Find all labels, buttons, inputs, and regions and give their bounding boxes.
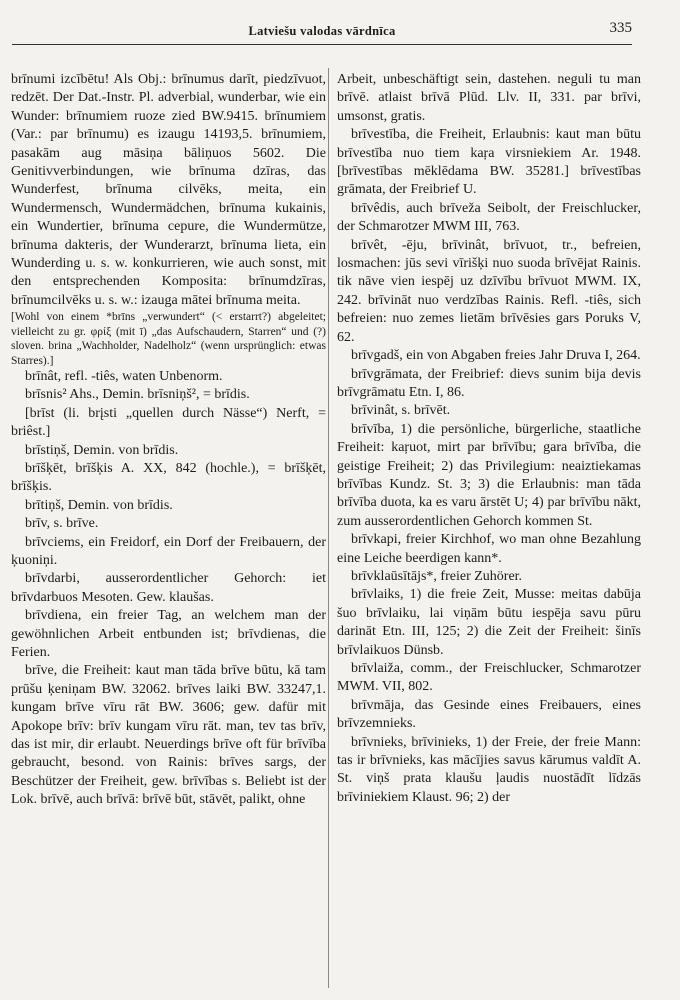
dictionary-entry: brītiņš, Demin. von brīdis.: [25, 497, 173, 513]
dictionary-entry: brīvmāja, das Gesinde eines Freibauers, eines brīvzemnieks.: [337, 697, 641, 732]
dictionary-entry: brīvlaiža, comm., der Freischlucker, Schmarotzer MWM. VII, 802.: [337, 661, 641, 695]
dictionary-entry: brīvība, 1) die persönliche, bürgerliche, staatliche Freiheit: kaŗuot, mirt par brīvību; gara brīvība, die geistige Freiheit; 2) das Privilegium: neaiztiekamas brīvības Kundz. St. 3; 3) die Erlaubnis: man tāda brīvība duota, ka es varu ārstēt U; 4) par brīvību nākt, zum ausserordentlichen Gehorch kommen St.: [337, 421, 641, 529]
dictionary-entry: brīv, s. brīve.: [25, 516, 99, 532]
dictionary-entry: brīvnieks, brīvinieks, 1) der Freie, der freie Mann: tas ir brīvnieks, kas mācījies savus kārumus valdīt A. St. viņš prata klaušu ļaudis nuostādīt līdzās brīviniekiem Klaust. 96; 2) der: [337, 734, 641, 805]
dictionary-entry: brīve, die Freiheit: kaut man tāda brīve būtu, kā tam prūšu ķeniņam BW. 32062. brīves laiki BW. 33247,1. kungam brīve vīru rāt BW. 3606; gew. dafür mit Apokope brīv: brīv kungam vīru rāt. man, tev tas brīv, das ist mir, dir erlaubt. Neuerdings brīve oft für brīvība gebraucht, besond. von Rainis: brīves sargs, der Beschützer der Freiheit, gew. brīvības s. Beliebt ist der Lok. brīvē, auch brīvā: brīvē būt, stāvēt, palikt, ohne: [11, 663, 326, 808]
dictionary-entry: brīsnis² Ahs., Demin. brīsniņš², = brīdis.: [25, 387, 250, 403]
dictionary-entry: brīvêdis, auch brīveža Seibolt, der Freischlucker, der Schmarotzer MWM III, 763.: [337, 200, 641, 235]
right-column: [337, 71, 641, 807]
left-column: [11, 71, 326, 810]
dictionary-entry: brīnât, refl. -tiês, waten Unbenorm.: [25, 368, 223, 384]
dictionary-entry: brīvlaiks, 1) die freie Zeit, Musse: meitas dabūja šuo brīvlaiku, lai viņām būtu iespēja savu pūru darināt Etn. III, 125; 2) die Zeit der Freiheit: šinīs brīvlaikuos Dünsb.: [337, 587, 641, 658]
dictionary-entry: brīvestība, die Freiheit, Erlaubnis: kaut man būtu brīvestība nuo tiem kaŗa virsniekiem Ar. 1948. [brīvestības mēklēdama BW. 35281.] brīvestības grāmata, der Freibrief U.: [337, 127, 641, 198]
dictionary-entry: [brīst (li. brįsti „quellen durch Nässe“) Nerft, = briêst.]: [11, 405, 326, 440]
page-header: [12, 18, 632, 45]
dictionary-entry: brīvêt, -ēju, brīvinât, brīvuot, tr., befreien, losmachen: jūs sevi vīrišķi nuo suoda brīvējat Rainis. tik nāve vien iespēj uz dzīvību brīvuot MWM. IX, 242. brīvināt nuo verdzības Rainis. Refl. -tiês, sich befreien: nuo zemes lietām brīvēsies gars Poruks V, 62.: [337, 237, 641, 345]
dictionary-entry: brīvgrāmata, der Freibrief: dievs sunim bija devis brīvgrāmatu Etn. I, 86.: [337, 366, 641, 400]
dictionary-entry: brīvgadš, ein von Abgaben freies Jahr Druva I, 264.: [351, 348, 641, 364]
dictionary-entry: Arbeit, unbeschäftigt sein, dastehen. neguli tu man brīvē. atlaist brīvā Plūd. Llv. II, 331. par brīvi, umsonst, gratis.: [337, 72, 641, 124]
dictionary-entry: brīvklaūsītājs*, freier Zuhörer.: [351, 568, 523, 584]
dictionary-entry: [Wohl von einem *brīns „verwundert“ (< erstarrt?) abgeleitet; vielleicht zu gr. φρίξ (mit ī) „das Aufschaudern, Starren“ und (?) sloven. brina „Wachholder, Nadelholz“ (wenn ursprünglich: etwas Starres).]: [11, 311, 326, 367]
dictionary-entry: brīšķēt, brīšķis A. XX, 842 (hochle.), = brīšķēt, brīšķis.: [11, 460, 326, 495]
page-number: 335: [609, 20, 632, 36]
dictionary-entry: brīnumi izcībētu! Als Obj.: brīnumus darīt, piedzīvuot, redzēt. Der Dat.-Instr. Pl. adverbial, wunderbar, wie ein Wunder: brīnumiem ruoze zied BW.9415. brīnumiem (Var.: par brīnumu) es izaugu 14193,5. brīnumiem, pasakām aug māsiņa bāliņuos 5602. Die Genitivverbindungen, wie brīnuma dzīras, das Wunderfest, brīnuma cilvēks, meita, ein Wundermensch, Wundermädchen, brīnuma kukainis, ein Wundertier, brīnuma cepure, die Wundermütze, brīnuma dakteris, der Wunderarzt, brīnuma lieta, ein Wunderding u. s. w. konkurrieren, wie auch sonst, mit den entsprechenden Komposita: brīnumdzīras, brīnumcilvēks u. s. w.: izauga mātei brīnuma meita.: [11, 72, 326, 308]
column-divider: [328, 68, 329, 988]
dictionary-entry: brīvdarbi, ausserordentlicher Gehorch: iet brīvdarbuos Mesoten. Gew. klaušas.: [11, 571, 326, 605]
dictionary-entry: brīvkapi, freier Kirchhof, wo man ohne Bezahlung eine Leiche beerdigen kann*.: [337, 532, 641, 566]
dictionary-entry: brīvciems, ein Freidorf, ein Dorf der Freibauern, der ķuoniņi.: [11, 534, 326, 568]
dictionary-entry: brīstiņš, Demin. von brīdis.: [25, 442, 179, 458]
dictionary-entry: brīvinât, s. brīvēt.: [351, 403, 451, 419]
dictionary-entry: brīvdiena, ein freier Tag, an welchem man der gewöhnlichen Arbeit entbunden ist; brīvdienas, die Ferien.: [11, 608, 326, 660]
page-title: Latviešu valodas vārdnīca: [248, 24, 396, 38]
